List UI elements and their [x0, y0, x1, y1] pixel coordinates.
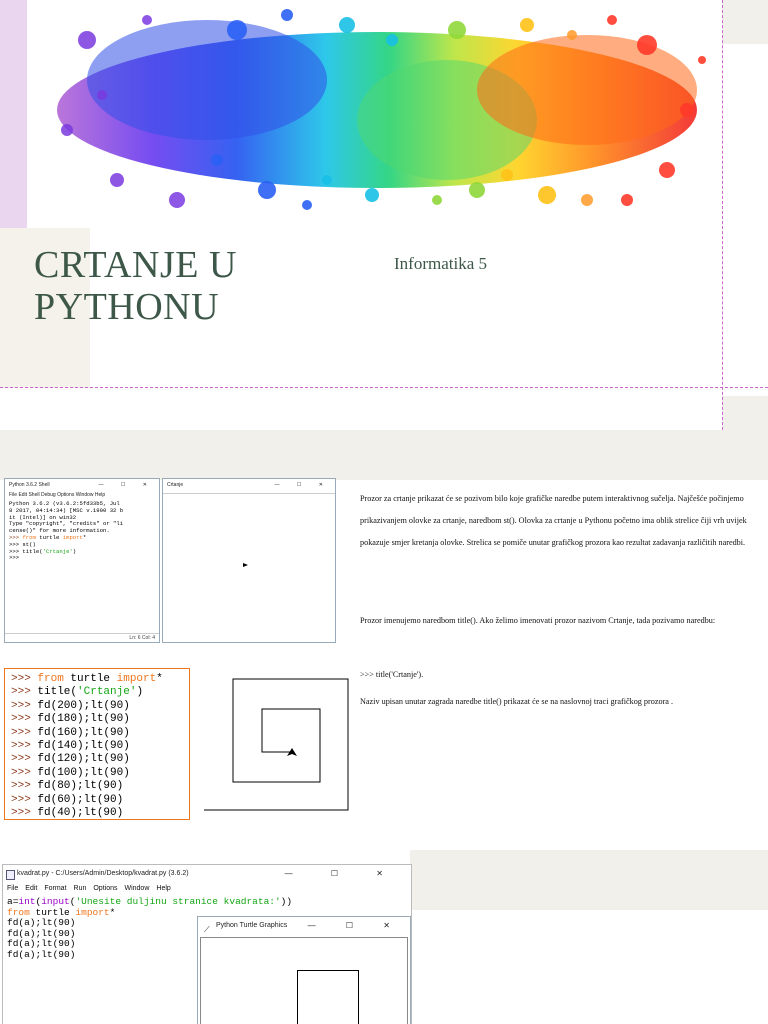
keyword: from	[22, 533, 36, 541]
guide-line-vertical	[722, 0, 723, 430]
code-text: turtle	[63, 673, 117, 685]
shell-status-bar: Ln: 6 Col: 4	[5, 633, 159, 642]
shell-prompt: >>>	[9, 533, 23, 541]
window-controls[interactable]: — ☐ ✕	[98, 482, 155, 488]
bullet-item	[360, 488, 758, 554]
string-literal: 'Crtanje'	[77, 686, 137, 699]
feather-icon: ⟋	[204, 925, 210, 934]
code-prompt: >>>	[11, 753, 38, 766]
code-line: fd(100);lt(90)	[37, 766, 130, 779]
keyword: import	[116, 673, 157, 685]
code-prompt: >>>	[11, 807, 38, 820]
code-prompt: >>>	[11, 780, 38, 793]
code-prompt: >>>	[11, 699, 38, 712]
turtle-titlebar	[163, 479, 335, 491]
turtle-arrow-icon	[243, 563, 248, 567]
paint-splash-image	[27, 0, 722, 228]
code-text: turtle	[29, 906, 76, 918]
code-text: >>> title(	[9, 547, 43, 555]
code-text: *	[109, 906, 116, 918]
code-line: fd(200);lt(90)	[37, 699, 130, 712]
bullet-item	[360, 664, 758, 686]
bullet-text: Naziv upisan unutar zagrada naredbe title() prikazat će se na naslovnoj traci grafičkog prozora .	[360, 697, 674, 706]
keyword: import	[75, 906, 110, 918]
code-prompt: >>>	[11, 713, 38, 726]
code-prompt: >>>	[11, 793, 38, 806]
window-controls[interactable]: — ☐ ✕	[274, 482, 331, 488]
turtle-title: Python Turtle Graphics	[216, 922, 288, 929]
slide-title-text: CRTANJE U PYTHONU	[34, 244, 237, 328]
editor-titlebar	[3, 865, 411, 883]
shell-line: Type "copyright", "credits" or "li	[9, 520, 124, 528]
shell-line: >>> st()	[9, 540, 36, 548]
shell-menu-bar[interactable]: File Edit Shell Debug Options Window Help	[9, 492, 106, 498]
menu-format[interactable]: Format	[44, 885, 67, 892]
editor-title: kvadrat.py - C:/Users/Admin/Desktop/kvadrat.py (3.6.2)	[17, 870, 189, 877]
string-literal: 'Crtanje'	[42, 547, 73, 555]
shell-line: 8 2017, 04:14:34) [MSC v.1900 32 b	[9, 506, 124, 514]
code-prompt: >>>	[11, 726, 38, 739]
turtle-titlebar	[198, 917, 410, 935]
menu-run[interactable]: Run	[73, 885, 87, 892]
bullet-text: Prozor za crtanje prikazat će se pozivom bilo koje grafičke naredbe putem interaktivnog sučelja. Najčešće počinjemo prikazivanjem olovke za crtanje, naredbom st(). Olovka za crtanje u Pythonu početno ima oblik strelice čiji vrh uvijek pokazuje smjer kretanja olovke. Strelica se pomiče unutar grafičkog prozora kao rezultat zadavanja različitih naredbi.	[360, 494, 747, 547]
spiral-path	[204, 679, 348, 810]
python-turtle-graphics-window	[197, 916, 411, 1024]
menu-options[interactable]: Options	[93, 885, 118, 892]
turtle-window	[162, 478, 336, 643]
code-text: turtle	[35, 533, 63, 541]
shell-titlebar	[5, 479, 159, 491]
code-text: *	[82, 533, 87, 541]
spiral-drawing	[200, 674, 355, 814]
code-text: (	[69, 896, 76, 907]
bullet-text: >>> title('Crtanje').	[360, 670, 424, 679]
menu-edit[interactable]: Edit	[25, 885, 38, 892]
editor-menu-bar	[3, 883, 411, 895]
code-line: fd(a);lt(90)	[7, 938, 76, 950]
code-line: fd(140);lt(90)	[37, 740, 130, 753]
slide-subtitle: Informatika 5	[394, 254, 487, 273]
builtin-name: int	[18, 896, 36, 907]
code-line: fd(120);lt(90)	[37, 753, 130, 766]
shell-title: Python 3.6.2 Shell	[9, 482, 50, 488]
bullet-item	[360, 610, 758, 632]
slide-square-program	[0, 850, 768, 1024]
keyword: from	[37, 673, 64, 685]
shell-line: cense()" for more information.	[9, 527, 110, 535]
keyword: from	[7, 906, 30, 918]
code-line: fd(a);lt(90)	[7, 917, 76, 929]
code-line: fd(a);lt(90)	[7, 927, 76, 939]
code-prompt: >>>	[11, 766, 38, 779]
code-line: fd(60);lt(90)	[37, 793, 124, 806]
menu-file[interactable]: File	[7, 885, 19, 892]
guide-line-horizontal	[0, 387, 768, 388]
shell-line: Python 3.6.2 (v3.6.2:5fd33b5, Jul	[9, 500, 120, 507]
code-line: fd(40);lt(90)	[37, 807, 124, 820]
code-prompt: >>>	[11, 673, 38, 685]
slide-title	[0, 0, 768, 430]
turtle-canvas	[200, 937, 408, 1024]
code-text: a=	[7, 896, 19, 907]
keyword: import	[62, 533, 83, 541]
window-controls[interactable]: — ☐ ✕	[307, 921, 404, 930]
menu-window[interactable]: Window	[124, 885, 150, 892]
code-text: )	[72, 547, 77, 555]
string-literal: 'Unesite duljinu stranice kvadrata:'	[75, 896, 281, 907]
lavender-strip	[0, 0, 27, 228]
window-controls[interactable]: — ☐ ✕	[284, 869, 401, 878]
builtin-name: input	[41, 896, 70, 907]
code-line: fd(160);lt(90)	[37, 726, 130, 739]
turtle-title: Crtanje	[167, 482, 184, 488]
code-line: fd(80);lt(90)	[37, 780, 124, 793]
python-shell-window	[4, 478, 160, 643]
beige-corner-top	[722, 0, 768, 44]
slide-drawing-intro	[0, 430, 768, 850]
code-line: fd(180);lt(90)	[37, 713, 130, 726]
code-prompt: >>>	[11, 740, 38, 753]
code-text: )	[136, 686, 144, 699]
code-line: fd(a);lt(90)	[7, 948, 76, 960]
spiral-code-block	[4, 668, 190, 820]
bullet-item	[360, 691, 758, 713]
shell-line: it (Intel)] on win32	[9, 513, 77, 521]
beige-corner-bottom	[722, 396, 768, 430]
bullet-text: Prozor imenujemo naredbom title(). Ako želimo imenovati prozor nazivom Crtanje, tada pozivamo naredbu:	[360, 616, 716, 625]
shell-output	[5, 499, 159, 564]
shell-line: >>>	[9, 554, 20, 562]
code-text: ))	[280, 896, 293, 907]
menu-help[interactable]: Help	[156, 885, 171, 892]
code-text: title(	[37, 686, 78, 699]
code-text: *	[156, 673, 163, 685]
square-drawing	[297, 970, 359, 1024]
code-text: (	[35, 896, 42, 907]
file-icon	[6, 870, 15, 880]
code-prompt: >>>	[11, 686, 38, 699]
beige-block	[410, 850, 768, 910]
